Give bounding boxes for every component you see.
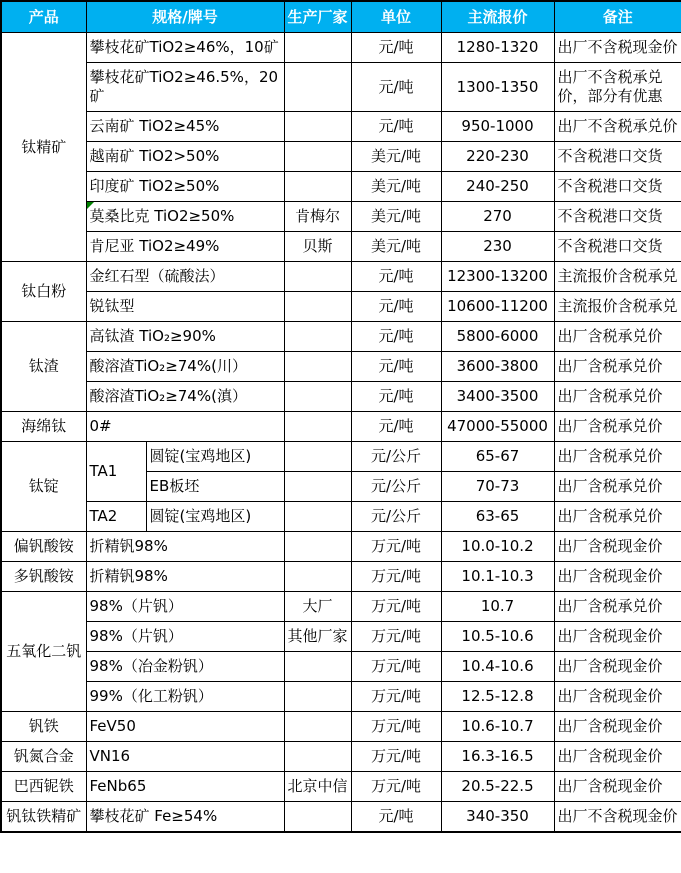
- product-cell: 钒铁: [1, 712, 86, 742]
- unit-cell: 美元/吨: [351, 172, 441, 202]
- unit-cell: 元/吨: [351, 112, 441, 142]
- note-cell: 出厂含税承兑价: [554, 322, 681, 352]
- spec-cell: 攀枝花矿TiO2≥46.5%，20矿: [86, 63, 284, 112]
- spec-cell: 98%（片钒）: [86, 592, 284, 622]
- manufacturer-cell: 大厂: [284, 592, 351, 622]
- manufacturer-cell: [284, 502, 351, 532]
- note-cell: 出厂含税承兑价: [554, 352, 681, 382]
- price-cell: 220-230: [441, 142, 554, 172]
- product-cell: 巴西铌铁: [1, 772, 86, 802]
- header-row: [1, 1, 681, 33]
- column-header-unit: 单位: [351, 1, 441, 33]
- note-cell: 出厂不含税承兑价: [554, 112, 681, 142]
- price-cell: 20.5-22.5: [441, 772, 554, 802]
- price-cell: 340-350: [441, 802, 554, 833]
- note-cell: 不含税港口交货: [554, 232, 681, 262]
- table-row: [1, 742, 681, 772]
- grade-cell: TA2: [86, 502, 146, 532]
- manufacturer-cell: [284, 172, 351, 202]
- price-cell: 1300-1350: [441, 63, 554, 112]
- unit-cell: 元/吨: [351, 262, 441, 292]
- note-cell: 主流报价含税承兑: [554, 292, 681, 322]
- manufacturer-cell: [284, 352, 351, 382]
- table-row: [1, 352, 681, 382]
- note-cell: 出厂含税承兑价: [554, 412, 681, 442]
- manufacturer-cell: [284, 33, 351, 63]
- spec-cell: 锐钛型: [86, 292, 284, 322]
- manufacturer-cell: [284, 682, 351, 712]
- spec-cell: 酸溶渣TiO₂≥74%(滇）: [86, 382, 284, 412]
- unit-cell: 万元/吨: [351, 652, 441, 682]
- table-row: [1, 63, 681, 112]
- table-row: [1, 802, 681, 833]
- spec-cell: 云南矿 TiO2≥45%: [86, 112, 284, 142]
- unit-cell: 美元/吨: [351, 232, 441, 262]
- manufacturer-cell: [284, 112, 351, 142]
- table-row: [1, 262, 681, 292]
- manufacturer-cell: [284, 652, 351, 682]
- spec-cell: 99%（化工粉钒）: [86, 682, 284, 712]
- note-cell: 不含税港口交货: [554, 202, 681, 232]
- price-cell: 10.4-10.6: [441, 652, 554, 682]
- manufacturer-cell: [284, 532, 351, 562]
- table-row: [1, 292, 681, 322]
- price-cell: 10600-11200: [441, 292, 554, 322]
- unit-cell: 万元/吨: [351, 622, 441, 652]
- price-cell: 5800-6000: [441, 322, 554, 352]
- product-cell: 多钒酸铵: [1, 562, 86, 592]
- product-cell: 钒钛铁精矿: [1, 802, 86, 833]
- table-row: [1, 772, 681, 802]
- manufacturer-cell: 肯梅尔: [284, 202, 351, 232]
- unit-cell: 元/公斤: [351, 502, 441, 532]
- product-cell: 海绵钛: [1, 412, 86, 442]
- price-cell: 10.1-10.3: [441, 562, 554, 592]
- price-cell: 230: [441, 232, 554, 262]
- table-row: [1, 322, 681, 352]
- spec-cell: 攀枝花矿 Fe≥54%: [86, 802, 284, 833]
- table-row: [1, 142, 681, 172]
- unit-cell: 万元/吨: [351, 712, 441, 742]
- manufacturer-cell: [284, 262, 351, 292]
- table-row: [1, 172, 681, 202]
- product-cell: 五氧化二钒: [1, 592, 86, 712]
- note-cell: 不含税港口交货: [554, 172, 681, 202]
- spec-cell: 印度矿 TiO2≥50%: [86, 172, 284, 202]
- table-row: [1, 622, 681, 652]
- product-cell: 钛白粉: [1, 262, 86, 322]
- spec-text: 莫桑比克 TiO2≥50%: [89, 207, 235, 226]
- table-row: [1, 502, 681, 532]
- spec-cell: 肯尼亚 TiO2≥49%: [86, 232, 284, 262]
- note-cell: 出厂含税现金价: [554, 532, 681, 562]
- manufacturer-cell: 贝斯: [284, 232, 351, 262]
- price-cell: 12.5-12.8: [441, 682, 554, 712]
- spec-cell: VN16: [86, 742, 284, 772]
- price-cell: 47000-55000: [441, 412, 554, 442]
- price-cell: 950-1000: [441, 112, 554, 142]
- unit-cell: 元/公斤: [351, 472, 441, 502]
- table-row: [1, 682, 681, 712]
- spec-cell: 98%（冶金粉钒）: [86, 652, 284, 682]
- grade-cell: TA1: [86, 442, 146, 502]
- manufacturer-cell: [284, 292, 351, 322]
- spec-cell: 圆锭(宝鸡地区): [146, 442, 284, 472]
- unit-cell: 元/吨: [351, 802, 441, 833]
- spec-cell: 金红石型（硫酸法）: [86, 262, 284, 292]
- spec-cell: 0#: [86, 412, 284, 442]
- note-cell: 出厂含税现金价: [554, 742, 681, 772]
- table-row: [1, 382, 681, 412]
- manufacturer-cell: [284, 802, 351, 833]
- note-cell: 出厂含税现金价: [554, 712, 681, 742]
- note-cell: 出厂含税现金价: [554, 682, 681, 712]
- spec-cell: 折精钒98%: [86, 562, 284, 592]
- unit-cell: 元/吨: [351, 292, 441, 322]
- note-cell: 出厂含税承兑价: [554, 442, 681, 472]
- unit-cell: 万元/吨: [351, 532, 441, 562]
- note-cell: 出厂不含税承兑价，部分有优惠: [554, 63, 681, 112]
- price-cell: 10.7: [441, 592, 554, 622]
- column-header-spec: 规格/牌号: [86, 1, 284, 33]
- unit-cell: 美元/吨: [351, 202, 441, 232]
- price-cell: 63-65: [441, 502, 554, 532]
- note-cell: 出厂含税承兑价: [554, 592, 681, 622]
- spec-cell: 攀枝花矿TiO2≥46%，10矿: [86, 33, 284, 63]
- table-row: [1, 112, 681, 142]
- table-row: [1, 33, 681, 63]
- table-row: [1, 592, 681, 622]
- manufacturer-cell: [284, 63, 351, 112]
- table-row: [1, 652, 681, 682]
- column-header-manufacturer: 生产厂家: [284, 1, 351, 33]
- price-cell: 240-250: [441, 172, 554, 202]
- product-cell: 钛锭: [1, 442, 86, 532]
- price-cell: 3600-3800: [441, 352, 554, 382]
- manufacturer-cell: [284, 412, 351, 442]
- manufacturer-cell: 其他厂家: [284, 622, 351, 652]
- note-cell: 出厂含税承兑价: [554, 502, 681, 532]
- product-cell: 钒氮合金: [1, 742, 86, 772]
- price-cell: 1280-1320: [441, 33, 554, 63]
- product-cell: 偏钒酸铵: [1, 532, 86, 562]
- table-row: [1, 442, 681, 472]
- price-cell: 270: [441, 202, 554, 232]
- unit-cell: 元/吨: [351, 322, 441, 352]
- spec-cell: 越南矿 TiO2>50%: [86, 142, 284, 172]
- note-cell: 出厂不含税现金价: [554, 802, 681, 833]
- unit-cell: 元/吨: [351, 33, 441, 63]
- spec-cell: 高钛渣 TiO₂≥90%: [86, 322, 284, 352]
- price-cell: 70-73: [441, 472, 554, 502]
- manufacturer-cell: [284, 382, 351, 412]
- note-cell: 出厂含税现金价: [554, 652, 681, 682]
- manufacturer-cell: [284, 562, 351, 592]
- table-row: [1, 562, 681, 592]
- column-header-note: 备注: [554, 1, 681, 33]
- table-row: [1, 202, 681, 232]
- price-cell: 16.3-16.5: [441, 742, 554, 772]
- column-header-product: 产品: [1, 1, 86, 33]
- note-cell: 主流报价含税承兑: [554, 262, 681, 292]
- manufacturer-cell: [284, 322, 351, 352]
- manufacturer-cell: [284, 442, 351, 472]
- note-cell: 出厂含税现金价: [554, 622, 681, 652]
- spec-cell: 酸溶渣TiO₂≥74%(川）: [86, 352, 284, 382]
- spec-cell: [86, 202, 284, 232]
- unit-cell: 万元/吨: [351, 742, 441, 772]
- manufacturer-cell: [284, 472, 351, 502]
- unit-cell: 元/吨: [351, 412, 441, 442]
- unit-cell: 元/公斤: [351, 442, 441, 472]
- table-row: [1, 712, 681, 742]
- spec-cell: 圆锭(宝鸡地区): [146, 502, 284, 532]
- note-cell: 出厂含税现金价: [554, 562, 681, 592]
- price-cell: 65-67: [441, 442, 554, 472]
- note-cell: 不含税港口交货: [554, 142, 681, 172]
- price-cell: 3400-3500: [441, 382, 554, 412]
- price-cell: 10.6-10.7: [441, 712, 554, 742]
- table-row: [1, 412, 681, 442]
- manufacturer-cell: [284, 712, 351, 742]
- spec-cell: 折精钒98%: [86, 532, 284, 562]
- unit-cell: 万元/吨: [351, 772, 441, 802]
- note-cell: 出厂含税现金价: [554, 772, 681, 802]
- spec-cell: FeV50: [86, 712, 284, 742]
- unit-cell: 万元/吨: [351, 682, 441, 712]
- price-cell: 10.5-10.6: [441, 622, 554, 652]
- unit-cell: 元/吨: [351, 352, 441, 382]
- unit-cell: 万元/吨: [351, 562, 441, 592]
- unit-cell: 元/吨: [351, 63, 441, 112]
- note-cell: 出厂含税承兑价: [554, 382, 681, 412]
- price-cell: 10.0-10.2: [441, 532, 554, 562]
- manufacturer-cell: [284, 742, 351, 772]
- column-header-price: 主流报价: [441, 1, 554, 33]
- spec-cell: EB板坯: [146, 472, 284, 502]
- note-cell: 出厂含税承兑价: [554, 472, 681, 502]
- unit-cell: 万元/吨: [351, 592, 441, 622]
- manufacturer-cell: 北京中信: [284, 772, 351, 802]
- unit-cell: 美元/吨: [351, 142, 441, 172]
- cell-error-marker-icon: [87, 202, 94, 209]
- product-cell: 钛渣: [1, 322, 86, 412]
- spec-cell: FeNb65: [86, 772, 284, 802]
- price-cell: 12300-13200: [441, 262, 554, 292]
- table-row: [1, 532, 681, 562]
- unit-cell: 元/吨: [351, 382, 441, 412]
- product-cell: 钛精矿: [1, 33, 86, 262]
- note-cell: 出厂不含税现金价: [554, 33, 681, 63]
- manufacturer-cell: [284, 142, 351, 172]
- spec-cell: 98%（片钒）: [86, 622, 284, 652]
- table-row: [1, 232, 681, 262]
